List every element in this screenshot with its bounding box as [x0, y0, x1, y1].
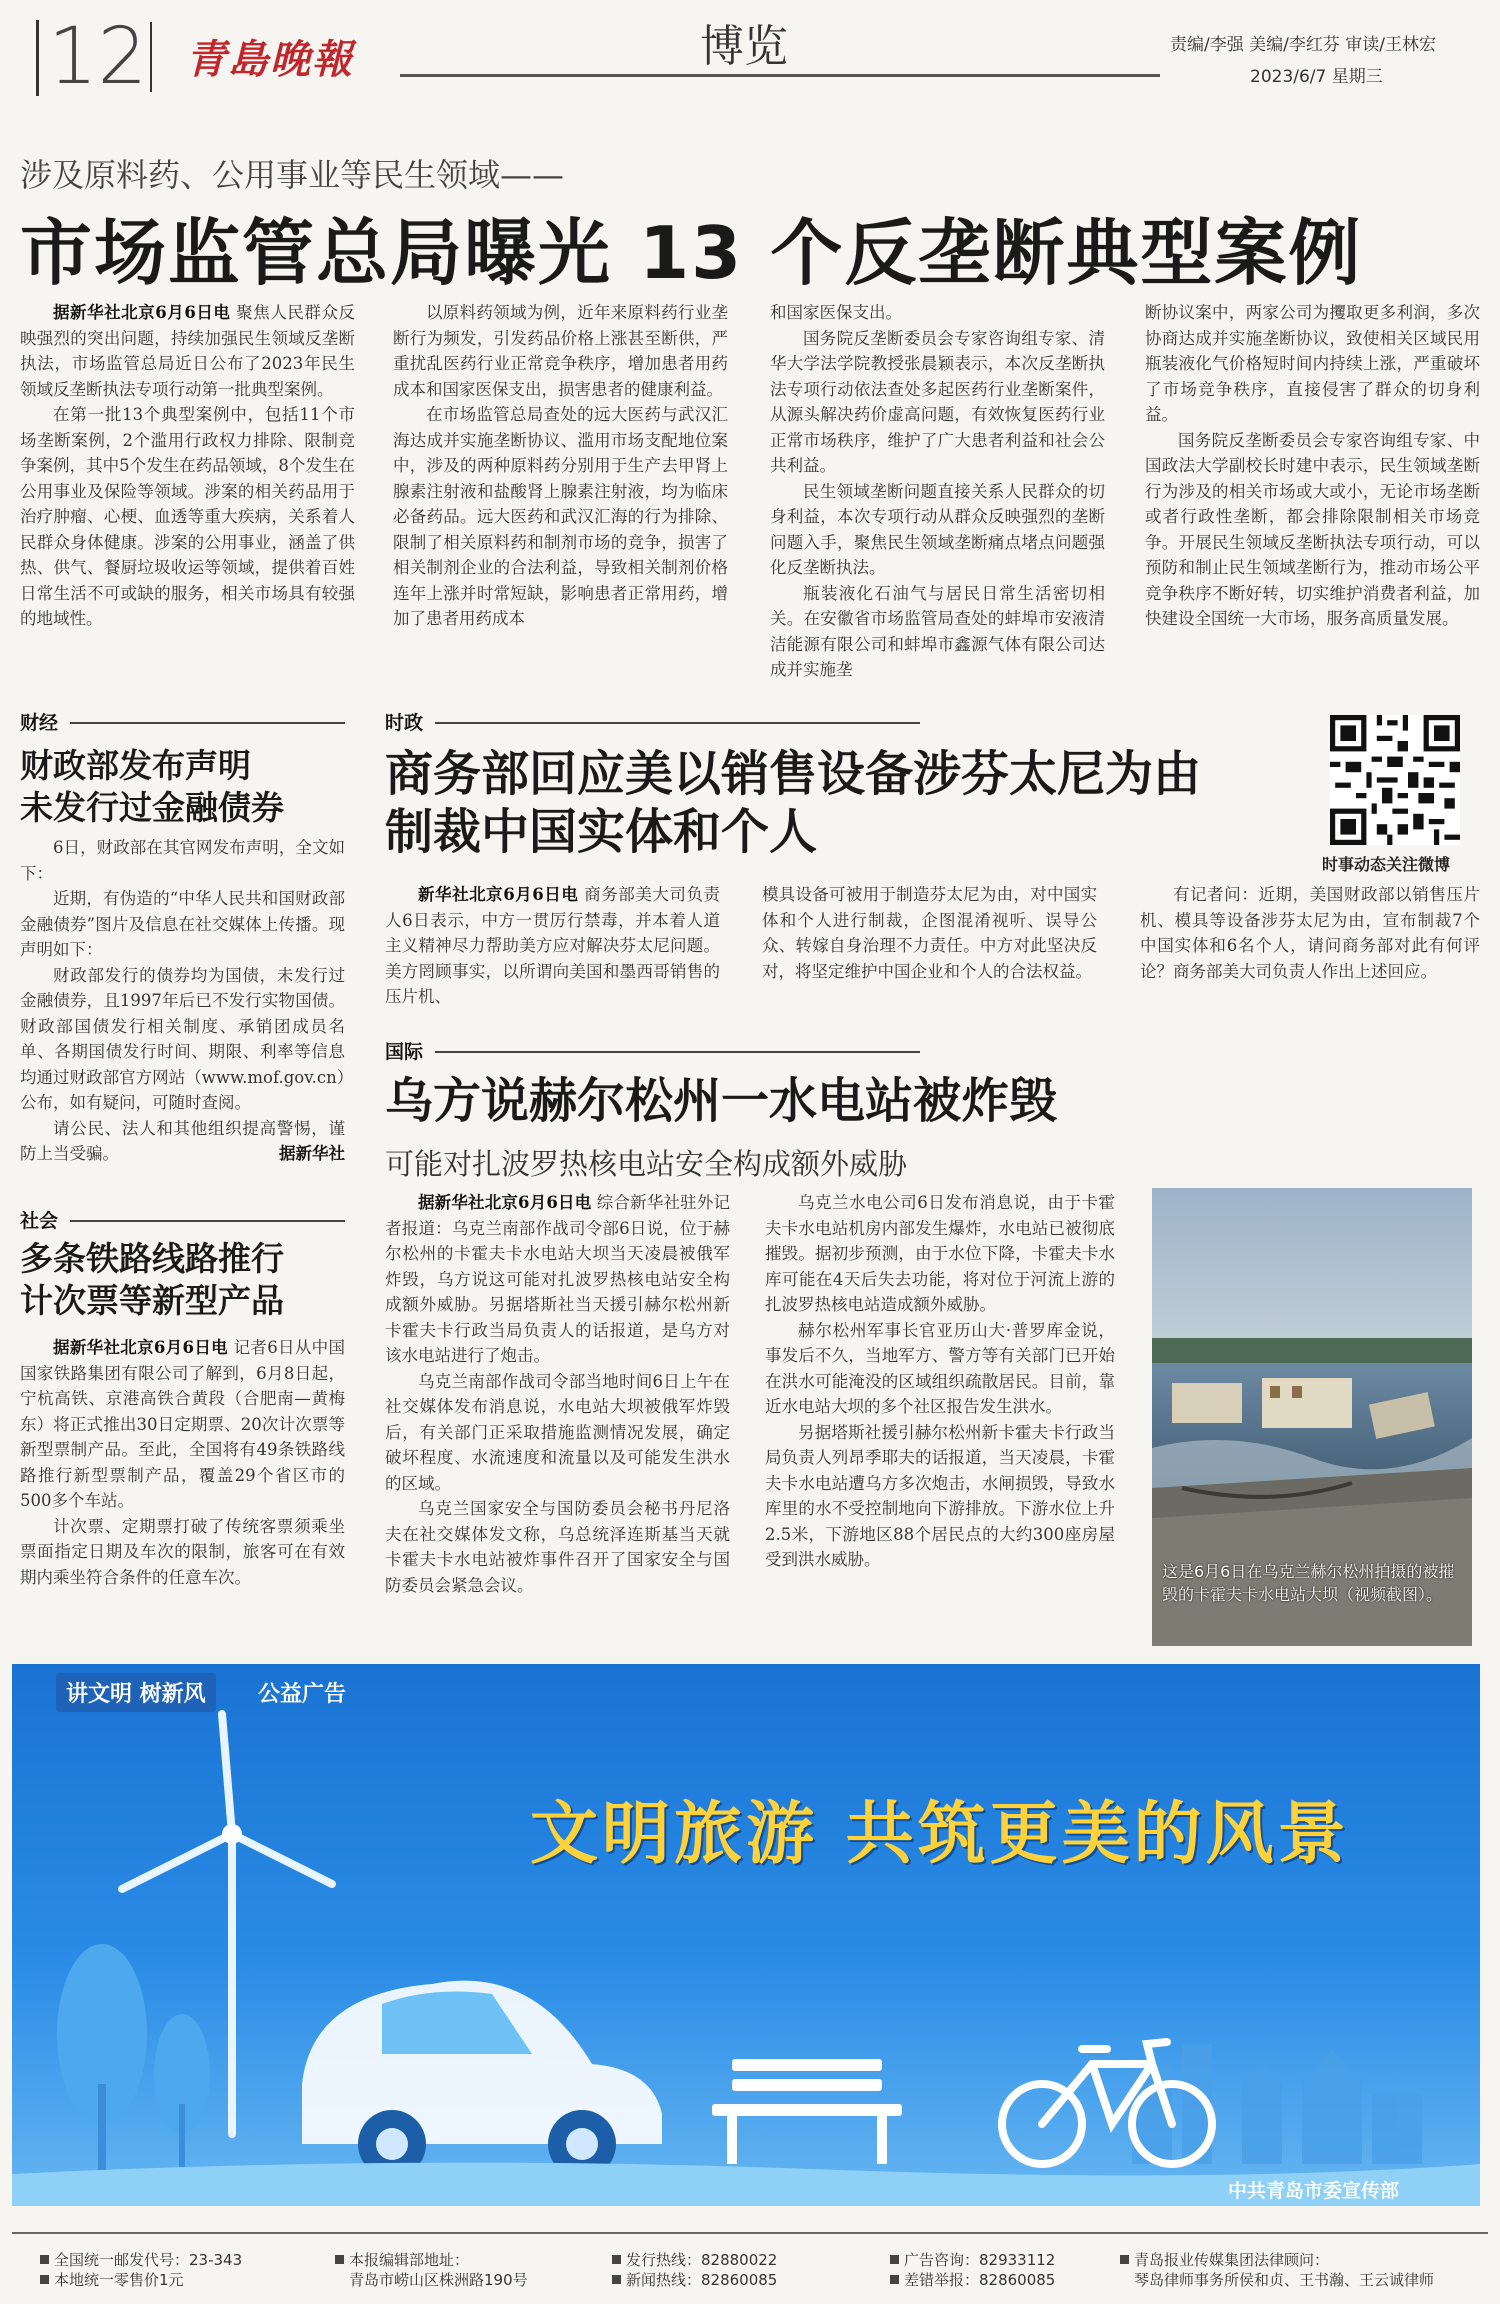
- section-name: 博览: [700, 21, 788, 72]
- footer-text: 琴岛律师事务所侯和贞、王书瀚、王云诚律师: [1134, 2271, 1435, 2289]
- page-number-divider: [36, 20, 39, 96]
- intl-paragraph: 乌克兰南部作战司令部当地时间6日上午在社交媒体发布消息说，水电站大坝被俄军炸毁后，有关部门正采取措施监测情况发展，确定破坏程度、水流速度和流量以及可能发生洪水的区域。: [385, 1371, 730, 1493]
- bullet-icon: [890, 2255, 899, 2264]
- intl-paragraph: 赫尔松州军事长官亚历山大·普罗库金说，事发后不久，当地军方、警方等有关部门已开始在洪水可能淹没的区域组织疏散居民。目前，靠近水电站大坝的多个社区报告发生洪水。: [765, 1320, 1115, 1416]
- lead-column-1: [20, 300, 355, 690]
- footer-legal: [1120, 2250, 1434, 2290]
- photo-caption: 这是6月6日在乌克兰赫尔松州拍摄的被摧毁的卡霍夫卡水电站大坝（视频截图）。: [1162, 1562, 1455, 1604]
- bullet-icon: [335, 2255, 344, 2264]
- finance-paragraph: 请公民、法人和其他组织提高警惕，谨防上当受骗。: [20, 1118, 345, 1163]
- intl-paragraph: 乌克兰水电公司6日发布消息说，由于卡霍夫卡水电站机房内部发生爆炸，水电站已被彻底摧毁。据初步预测，由于水位下降，卡霍夫卡水库可能在4天后失去功能，将对位于河流上游的扎波罗热核电站造成额外威胁。: [765, 1193, 1115, 1314]
- header-divider: [150, 22, 152, 92]
- footer-postal: [40, 2250, 242, 2290]
- lead-paragraph: 聚焦人民群众反映强烈的突出问题，持续加强民生领域反垄断执法，市场监管总局近日公布了2023年民生领域反垄断执法专项行动第一批典型案例。: [20, 303, 355, 399]
- lead-paragraph: 在第一批13个典型案例中，包括11个市场垄断案例，2个滥用行政权力排除、限制竞争案例，其中5个发生在药品领域，8个发生在公用事业及保险等领域。涉案的相关药品用于治疗肿瘤、心梗、血透等重大疾病，关系着人民群众身体健康。涉案的公用事业，涵盖了供热、供气、餐厨垃圾收运等领域，提供着百姓日常生活不可或缺的服务，相关市场具有较强的地域性。: [20, 405, 355, 628]
- politics-paragraph: 模具设备可被用于制造芬太尼为由，对中国实体和个人进行制裁，企图混淆视听、误导公众、转嫁自身治理不力责任。中方对此坚决反对，将坚定维护中国企业和个人的合法权益。: [762, 885, 1097, 981]
- finance-source: 据新华社: [279, 1144, 345, 1163]
- ad-type-label: 公益广告: [258, 1682, 347, 1707]
- intl-section-label: 国际: [385, 1041, 424, 1063]
- society-section-rule: [70, 1220, 345, 1222]
- finance-headline-line: 财政部发布声明: [20, 746, 251, 785]
- lead-headline: 市场监管总局曝光 13 个反垄断典型案例: [20, 211, 1363, 295]
- ad-illustration: [12, 1664, 1480, 2206]
- politics-column-1: [385, 882, 720, 1032]
- footer-contacts: [890, 2250, 1055, 2290]
- footer-text: 本地统一零售价1元: [54, 2271, 184, 2289]
- lead-paragraph: 国务院反垄断委员会专家咨询组专家、清华大学法学院教授张晨颖表示，本次反垄断执法专项行动依法查处多起医药行业垄断案件，从源头解决药价虚高问题，有效恢复医药行业正常市场秩序，维护了广大患者利益和社会公共利益。: [770, 328, 1105, 475]
- bullet-icon: [40, 2255, 49, 2264]
- finance-paragraph: 财政部发行的债券均为国债，未发行过金融债券，且1997年后已不发行实物国债。财政部国债发行相关制度、承销团成员名单、各期国债发行时间、期限、利率等信息均通过财政部官方网站（www.mof.gov.cn）公布，如有疑问，可随时查阅。: [20, 965, 345, 1112]
- politics-section-label: 时政: [385, 712, 424, 734]
- footer-rule: [12, 2232, 1488, 2234]
- intl-column-2: [765, 1190, 1115, 1645]
- politics-column-3: [1140, 882, 1480, 1032]
- finance-headline: [20, 745, 350, 829]
- lead-paragraph: 在市场监管总局查处的远大医药与武汉汇海达成并实施垄断协议、滥用市场支配地位案中，涉及的两种原料药分别用于生产去甲肾上腺素注射液和盐酸肾上腺素注射液，均为临床必备药品。远大医药和武汉汇海的行为排除、限制了相关原料药和制剂市场的竞争，损害了相关制剂企业的合法利益，导致相关制剂价格连年上涨并时常短缺，影响患者正常用药，增加了患者用药成本: [393, 405, 728, 628]
- intl-dateline: 据新华社北京6月6日电: [418, 1193, 592, 1212]
- qr-code[interactable]: [1330, 715, 1460, 845]
- lead-column-2: [393, 300, 728, 690]
- politics-headline: [385, 745, 1315, 861]
- politics-section-rule: [435, 722, 920, 724]
- footer-text: 青岛市崂山区株洲路190号: [349, 2271, 528, 2289]
- politics-paragraph: 有记者问：近期，美国财政部以销售压片机、模具等设备涉芬太尼为由，宣布制裁7个中国实体和6名个人，请问商务部对此有何评论？商务部美大司负责人作出上述回应。: [1140, 885, 1480, 981]
- intl-paragraph: 乌克兰国家安全与国防委员会秘书丹尼洛夫在社交媒体发文称，乌总统泽连斯基当天就卡霍夫卡水电站被炸事件召开了国家安全与国防委员会紧急会议。: [385, 1499, 730, 1595]
- bullet-icon: [40, 2275, 49, 2284]
- lead-paragraph: 断协议案中，两家公司为攫取更多利润，多次协商达成并实施垄断协议，致使相关区域民用瓶装液化气价格短时间内持续上涨，严重破坏了市场竞争秩序，直接侵害了群众的切身利益。: [1145, 303, 1480, 424]
- intl-paragraph: 另据塔斯社援引赫尔松州新卡霍夫卡行政当局负责人列昂季耶夫的话报道，当天凌晨，卡霍夫卡水电站遭乌方多次炮击，水闸损毁，导致水库里的水不受控制地向下游排放。下游水位上升2.5米，下游地区88个居民点的大约300座房屋受到洪水威胁。: [765, 1422, 1115, 1569]
- lead-paragraph: 瓶装液化石油气与居民日常生活密切相关。在安徽省市场监管局查处的蚌埠市安液清洁能源有限公司和蚌埠市鑫源气体有限公司达成并实施垄: [770, 583, 1105, 679]
- public-service-ad: [12, 1664, 1480, 2206]
- lead-paragraph: 以原料药领域为例，近年来原料药行业垄断行为频发，引发药品价格上涨甚至断供，严重扰乱医药行业正常竞争秩序，增加患者用药成本和国家医保支出，损害患者的健康利益。: [393, 303, 728, 399]
- footer-address: [335, 2250, 528, 2290]
- page-number: 12: [48, 12, 148, 102]
- intl-paragraph: 综合新华社驻外记者报道：乌克兰南部作战司令部6日说，位于赫尔松州的卡霍夫卡水电站大坝当天凌晨被俄军炸毁，乌方说这可能对扎波罗热核电站安全构成额外威胁。另据塔斯社当天援引赫尔松州新卡霍夫卡行政当局负责人的话报道，是乌方对该水电站进行了炮击。: [385, 1193, 730, 1365]
- issue-date: 2023/6/7 星期三: [1250, 67, 1383, 87]
- lead-kicker: 涉及原料药、公用事业等民生领域——: [20, 156, 565, 194]
- footer-text: 青岛报业传媒集团法律顾问：: [1134, 2251, 1330, 2269]
- lead-paragraph: 民生领域垄断问题直接关系人民群众的切身利益，本次专项行动从群众反映强烈的垄断问题入手，聚焦民生领域垄断痛点堵点问题强化反垄断执法。: [770, 481, 1105, 577]
- finance-section-rule: [70, 722, 345, 724]
- lead-column-3: [770, 300, 1105, 690]
- politics-column-2: [762, 882, 1097, 1032]
- intl-headline: 乌方说赫尔松州一水电站被炸毁: [385, 1073, 1058, 1129]
- society-paragraph: 记者6日从中国国家铁路集团有限公司了解到，6月8日起，宁杭高铁、京港高铁合黄段（合肥南—黄梅东）将正式推出30日定期票、20次计次票等新型票制产品。至此，全国将有49条铁路线路推行新型票制产品，覆盖29个省区市的500多个车站。: [20, 1338, 345, 1510]
- footer-text: 新闻热线：82860085: [626, 2271, 778, 2289]
- footer-text: 差错举报：82860085: [904, 2271, 1056, 2289]
- footer-text: 广告咨询：82933112: [904, 2251, 1056, 2269]
- finance-paragraph: 近期，有伪造的“中华人民共和国财政部金融债券”图片及信息在社交媒体上传播。现声明如下：: [20, 889, 345, 959]
- society-headline-line: 计次票等新型产品: [20, 1281, 284, 1320]
- society-section-label: 社会: [20, 1210, 59, 1232]
- intl-section-rule: [435, 1051, 920, 1053]
- paper-masthead: 青島晚報: [186, 36, 354, 83]
- bullet-icon: [612, 2255, 621, 2264]
- intl-subhead: 可能对扎波罗热核电站安全构成额外威胁: [385, 1147, 908, 1181]
- politics-paragraph: 商务部美大司负责人6日表示，中方一贯厉行禁毒，并本着人道主义精神尽力帮助美方应对解决芬太尼问题。美方罔顾事实，以所谓向美国和墨西哥销售的压片机、: [385, 885, 720, 1006]
- lead-dateline: 据新华社北京6月6日电: [53, 303, 231, 322]
- ad-slogan: 文明旅游 共筑更美的风景: [530, 1795, 1350, 1874]
- footer-text: 发行热线：82880022: [626, 2251, 778, 2269]
- header-rule: [400, 74, 1160, 77]
- society-dateline: 据新华社北京6月6日电: [53, 1338, 228, 1357]
- society-paragraph: 计次票、定期票打破了传统客票须乘坐票面指定日期及车次的限制，旅客可在有效期内乘坐符合条件的任意车次。: [20, 1516, 345, 1587]
- intl-column-1: [385, 1190, 730, 1645]
- bullet-icon: [1120, 2255, 1129, 2264]
- politics-dateline: 新华社北京6月6日电: [418, 885, 579, 904]
- society-headline: [20, 1238, 350, 1322]
- qr-caption: 时事动态关注微博: [1322, 855, 1451, 874]
- finance-paragraph: 6日，财政部在其官网发布声明，全文如下：: [20, 838, 345, 883]
- politics-headline-line: 商务部回应美以销售设备涉芬太尼为由: [385, 746, 1202, 802]
- footer-hotlines: [612, 2250, 777, 2290]
- ad-tag: 讲文明 树新风: [56, 1673, 216, 1712]
- lead-paragraph: 和国家医保支出。: [770, 303, 902, 322]
- footer-text: 本报编辑部地址：: [349, 2251, 470, 2269]
- ad-sponsor: 中共青岛市委宣传部: [1228, 2180, 1400, 2202]
- society-body: [20, 1335, 345, 1645]
- bullet-icon: [612, 2275, 621, 2284]
- society-headline-line: 多条铁路线路推行: [20, 1239, 284, 1278]
- finance-body: [20, 835, 345, 1185]
- finance-section-label: 财经: [20, 712, 59, 734]
- finance-headline-line: 未发行过金融债券: [20, 788, 284, 827]
- bullet-icon: [890, 2275, 899, 2284]
- editors-credit: 责编/李强 美编/李红芬 审读/王林宏: [1170, 35, 1436, 55]
- lead-column-4: [1145, 300, 1480, 690]
- lead-paragraph: 国务院反垄断委员会专家咨询组专家、中国政法大学副校长时建中表示，民生领域垄断行为涉及的相关市场或大或小，无论市场垄断或者行政性垄断，都会排除限制相关市场竞争。开展民生领域反垄断执法专项行动，可以预防和制止民生领域垄断行为，推动市场公平竞争秩序不断好转，切实维护消费者利益，加快建设全国统一大市场，服务高质量发展。: [1145, 430, 1480, 628]
- footer-text: 全国统一邮发代号：23-343: [54, 2251, 243, 2269]
- politics-headline-line: 制裁中国实体和个人: [385, 804, 818, 860]
